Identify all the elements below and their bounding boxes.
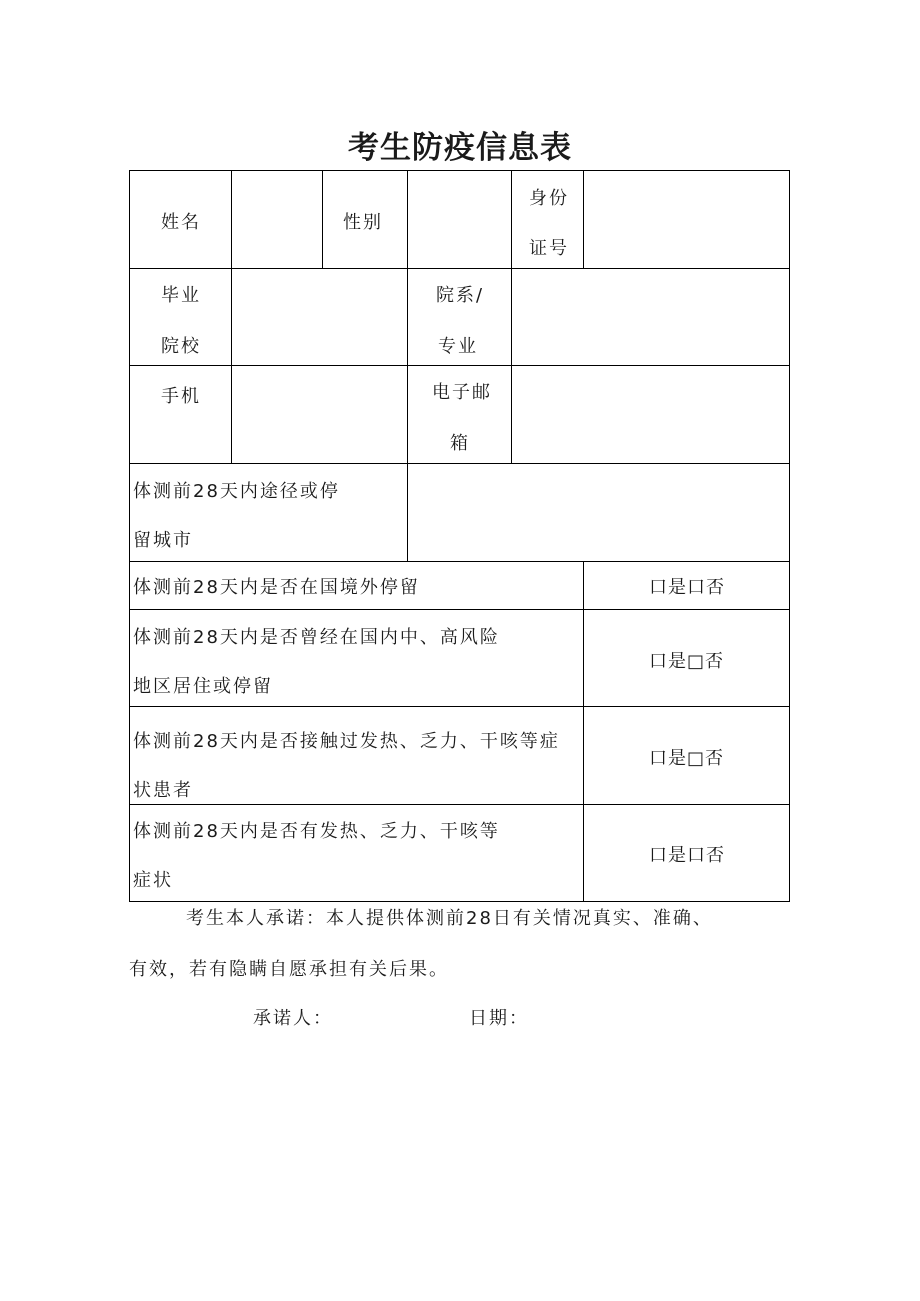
abroad-question: 体测前28天内是否在国境外停留 (133, 577, 420, 598)
cities-input-cell[interactable] (407, 463, 789, 561)
pledge-line2: 有效，若有隐瞒自愿承担有关后果。 (129, 959, 449, 980)
id-label-line1: 身份 (529, 188, 569, 209)
cities-label-line2: 留城市 (133, 530, 193, 551)
abroad-options[interactable]: 口是口否 (649, 577, 725, 598)
risk-area-question-line1: 体测前28天内是否曾经在国内中、高风险 (133, 627, 500, 648)
contact-question-line1: 体测前28天内是否接触过发热、乏力、干咳等症 (133, 731, 560, 752)
symptom-options[interactable]: 口是口否 (649, 845, 725, 866)
risk-area-options[interactable]: 口是□否 (649, 651, 725, 672)
major-label-line2: 专业 (438, 336, 478, 357)
contact-options[interactable]: 口是□否 (649, 748, 725, 769)
table-right-border (789, 170, 790, 902)
gender-input-cell[interactable] (407, 170, 511, 268)
symptom-question-line2: 症状 (133, 870, 173, 891)
page-title: 考生防疫信息表 (348, 130, 572, 166)
contact-question-cell (129, 706, 583, 804)
cities-label-line1: 体测前28天内途径或停 (133, 481, 340, 502)
table-bottom-border (129, 901, 790, 902)
school-input-cell[interactable] (231, 268, 407, 365)
phone-label-cell (129, 365, 231, 463)
contact-question-line2: 状患者 (133, 780, 193, 801)
major-label-line1: 院系/ (436, 285, 485, 306)
name-label: 姓名 (161, 212, 201, 233)
date-label: 日期： (469, 1008, 529, 1029)
risk-area-question-line2: 地区居住或停留 (133, 676, 273, 697)
phone-label: 手机 (161, 386, 201, 407)
signer-label: 承诺人： (253, 1008, 333, 1029)
symptom-question-line1: 体测前28天内是否有发热、乏力、干咳等 (133, 821, 500, 842)
school-label-line2: 院校 (161, 336, 201, 357)
major-input-cell[interactable] (511, 268, 789, 365)
name-input-cell[interactable] (231, 170, 322, 268)
email-label-line2: 箱 (450, 433, 470, 454)
pledge-line1: 考生本人承诺：本人提供体测前28日有关情况真实、准确、 (186, 908, 713, 929)
phone-input-cell[interactable] (231, 365, 407, 463)
id-input-cell[interactable] (583, 170, 789, 268)
id-label-line2: 证号 (529, 238, 569, 259)
gender-label: 性别 (343, 212, 383, 233)
school-label-line1: 毕业 (161, 285, 201, 306)
email-input-cell[interactable] (511, 365, 789, 463)
email-label-line1: 电子邮 (432, 382, 492, 403)
